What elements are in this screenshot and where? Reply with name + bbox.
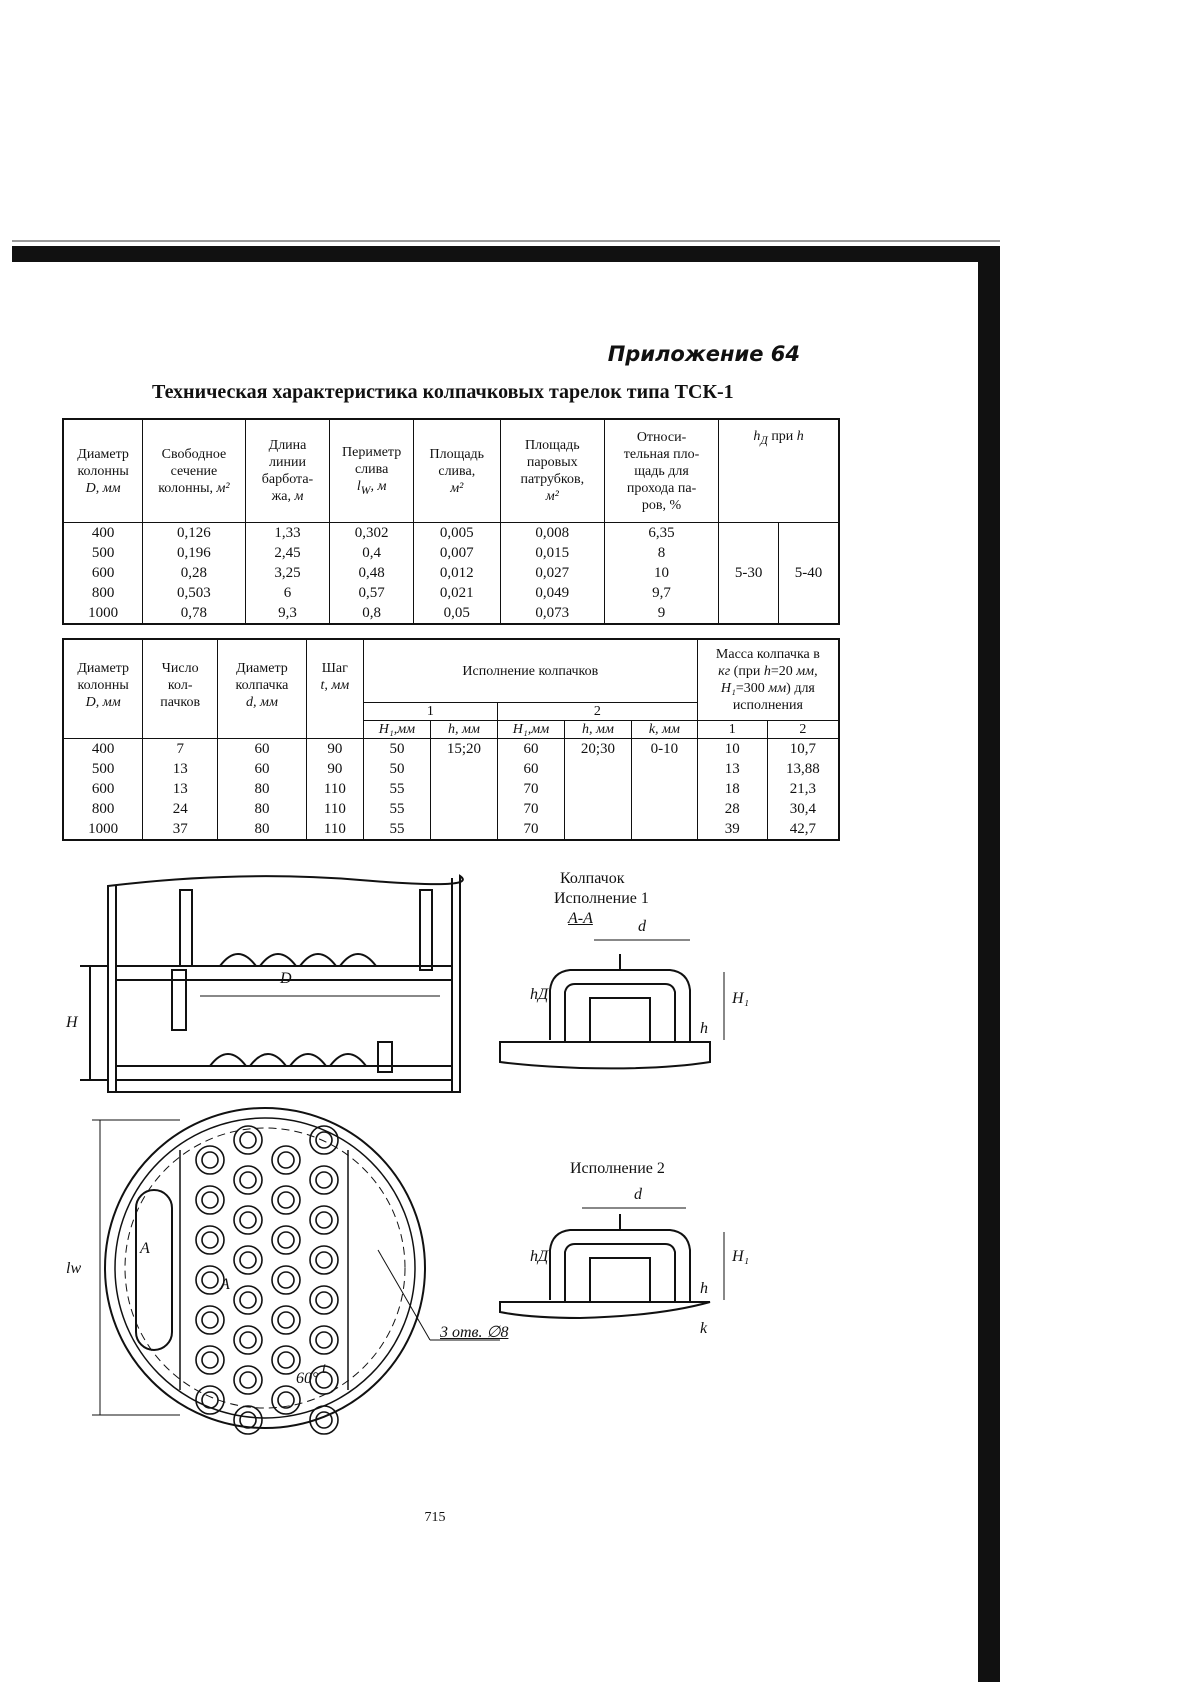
cap-mark [240, 1212, 256, 1228]
cap-mark [310, 1246, 338, 1274]
cap-mark [202, 1152, 218, 1168]
col-header-free-section: Свободное сечение колонны, м² [143, 419, 245, 523]
table-cell: 10 [697, 739, 767, 760]
table-cell: 60 [497, 739, 564, 760]
col-header-diameter: Диаметр колонны D, мм [63, 419, 143, 523]
dim-k: k [700, 1320, 708, 1337]
table-cell: 13 [143, 779, 218, 799]
section-label: А-А [568, 910, 593, 927]
table-cell: 70 [497, 799, 564, 819]
page-number: 715 [424, 1510, 446, 1525]
table-row [63, 819, 839, 840]
cap-mark [202, 1232, 218, 1248]
sub-header-h: h, мм [430, 721, 497, 739]
table-cell [430, 819, 497, 840]
table-cell: 28 [697, 799, 767, 819]
table-cell: 30,4 [767, 799, 839, 819]
cap-mark [196, 1226, 224, 1254]
table-cell: 55 [363, 779, 430, 799]
table-cell [565, 759, 632, 779]
cap-mark [310, 1286, 338, 1314]
cap-mark [234, 1326, 262, 1354]
dim-d-1: d [638, 918, 646, 935]
table-row: 500 0,196 2,45 0,4 0,007 0,015 8 [63, 543, 839, 563]
cap-mark [234, 1366, 262, 1394]
table-cell: 7 [143, 739, 218, 760]
cap-mark [202, 1192, 218, 1208]
table-cell: 13 [697, 759, 767, 779]
table-cell: 90 [306, 759, 363, 779]
cap-mark [278, 1272, 294, 1288]
table-cell: 42,7 [767, 819, 839, 840]
table-cell: 80 [218, 799, 307, 819]
characteristics-table [62, 418, 840, 625]
col-header-bubbling-length: Длина линии барбота- жа, м [245, 419, 330, 523]
table-cell [631, 779, 697, 799]
cap-mark [316, 1132, 332, 1148]
table-cell: 13,88 [767, 759, 839, 779]
col-header-hd: $h_Д$ при h [719, 419, 839, 523]
col-header-cap-count: Число кол- пачков [143, 639, 218, 739]
table-cell: 55 [363, 799, 430, 819]
cap-mark [272, 1226, 300, 1254]
scan-edge-top [12, 246, 1000, 262]
exec-1-label: 1 [363, 703, 497, 721]
cap-mark [196, 1346, 224, 1374]
col-header-weir-area: Площадь слива, м² [413, 419, 500, 523]
hd-value-2: 5-40 [779, 523, 839, 625]
holes-label: 3 отв. ∅8 [440, 1324, 509, 1341]
table-cell: 110 [306, 819, 363, 840]
table-cell: 60 [497, 759, 564, 779]
table-cell: 600 [63, 779, 143, 799]
cap-mark [278, 1312, 294, 1328]
dim-hd-2: hД [530, 1248, 549, 1265]
table-cell [430, 799, 497, 819]
table-cell: 80 [218, 819, 307, 840]
sub-header-k: k, мм [631, 721, 697, 739]
caps-table [62, 638, 840, 841]
cap-mark [316, 1332, 332, 1348]
table-cell [631, 759, 697, 779]
table-row: 400 0,126 1,33 0,302 0,005 0,008 6,35 5-30 5-40 [63, 523, 839, 544]
cap-mark [278, 1192, 294, 1208]
cap-mark [202, 1272, 218, 1288]
dim-h-2: h [700, 1280, 708, 1297]
table-row: 800 0,503 6 0,57 0,021 0,049 9,7 [63, 583, 839, 603]
cap-mark [196, 1146, 224, 1174]
col-header-vapor-pipes: Площадь паровых патрубков, м² [500, 419, 604, 523]
cap-mark [278, 1392, 294, 1408]
cap-mark [240, 1412, 256, 1428]
col-header-cap-execution: Исполнение колпачков [363, 639, 697, 703]
col-header-cap-diameter: Диаметр колпачка d, мм [218, 639, 307, 739]
cap-mark [310, 1326, 338, 1354]
cap-mark [310, 1166, 338, 1194]
exec-2-label: 2 [497, 703, 697, 721]
dim-angle: 60° [296, 1370, 319, 1387]
dim-h-1: h [700, 1020, 708, 1037]
cap-mark [272, 1306, 300, 1334]
table-cell: 39 [697, 819, 767, 840]
cap-mark [272, 1266, 300, 1294]
cap-mark [240, 1252, 256, 1268]
table-cell: 37 [143, 819, 218, 840]
cap-mark [316, 1412, 332, 1428]
cap-mark [316, 1172, 332, 1188]
col-header-weir-perimeter: Периметр слива $l_W$, м [330, 419, 413, 523]
dim-h1-1: H₁ [732, 990, 750, 1007]
cap-mark [278, 1152, 294, 1168]
cap-mark [240, 1172, 256, 1188]
cap-mark [240, 1372, 256, 1388]
cap-mark [272, 1146, 300, 1174]
cap-mark [196, 1186, 224, 1214]
table-cell: 50 [363, 739, 430, 760]
table-row [63, 779, 839, 799]
sub-header-h: h, мм [565, 721, 632, 739]
table-cell [430, 779, 497, 799]
table-cell: 18 [697, 779, 767, 799]
technical-drawing [60, 870, 880, 1450]
table-cell: 60 [218, 759, 307, 779]
col-header-pitch: Шаг t, мм [306, 639, 363, 739]
table-row: 1000 0,78 9,3 0,8 0,05 0,073 9 [63, 603, 839, 624]
table-cell: 60 [218, 739, 307, 760]
section-mark-right: А [220, 1276, 230, 1293]
section-mark-left: А [140, 1240, 150, 1257]
mass-label-2: 2 [767, 721, 839, 739]
table-cell: 800 [63, 799, 143, 819]
table-cell: 80 [218, 779, 307, 799]
table-cell: 90 [306, 739, 363, 760]
tray-drawing [60, 870, 880, 1450]
table-cell: 1000 [63, 819, 143, 840]
dim-D: D [280, 970, 292, 987]
table-cell: 20;30 [565, 739, 632, 760]
cap-mark [240, 1132, 256, 1148]
sub-header-h1: H₁,мм [497, 721, 564, 739]
dim-hd-1: hД [530, 986, 549, 1003]
cap-mark [202, 1312, 218, 1328]
appendix-label: Приложение 64 [607, 342, 800, 366]
cap-mark [234, 1406, 262, 1434]
table-cell: 70 [497, 819, 564, 840]
table-cell [631, 799, 697, 819]
scan-edge-right [978, 250, 1000, 1682]
cap-mark [272, 1186, 300, 1214]
cap-mark [196, 1306, 224, 1334]
table-cell: 13 [143, 759, 218, 779]
table-cell: 55 [363, 819, 430, 840]
dim-t: t [322, 1360, 327, 1377]
dim-lw: lw [66, 1260, 82, 1277]
mass-label-1: 1 [697, 721, 767, 739]
cap-mark [310, 1206, 338, 1234]
cap-mark [234, 1246, 262, 1274]
table-row [63, 759, 839, 779]
cap-mark [240, 1292, 256, 1308]
table-cell: 500 [63, 759, 143, 779]
table-cell [565, 799, 632, 819]
table-cell: 110 [306, 779, 363, 799]
exec-1-title: Исполнение 1 [554, 890, 649, 907]
table-cell: 10,7 [767, 739, 839, 760]
exec-2-title: Исполнение 2 [570, 1160, 665, 1177]
hd-value-1: 5-30 [719, 523, 779, 625]
dim-H: H [66, 1014, 78, 1031]
scan-edge-line [12, 240, 1000, 242]
col-header-diameter: Диаметр колонны D, мм [63, 639, 143, 739]
cap-title: Колпачок [560, 870, 625, 887]
table-cell: 15;20 [430, 739, 497, 760]
cap-mark [234, 1166, 262, 1194]
cap-mark [316, 1252, 332, 1268]
cap-mark [202, 1392, 218, 1408]
table-cell [631, 819, 697, 840]
cap-mark [316, 1212, 332, 1228]
table-cell: 110 [306, 799, 363, 819]
table-cell [430, 759, 497, 779]
table-cell: 24 [143, 799, 218, 819]
cap-mark [240, 1332, 256, 1348]
table-cell [565, 779, 632, 799]
page-title: Техническая характеристика колпачковых тарелок типа ТСК-1 [152, 381, 734, 403]
cap-mark [272, 1386, 300, 1414]
col-header-cap-mass: Масса колпачка в кг (при h=20 мм, H₁=300 мм) для исполнения [697, 639, 839, 721]
col-header-relative-area: Относи- тельная пло- щадь для прохода па- ров, % [604, 419, 718, 523]
cap-mark [234, 1286, 262, 1314]
cap-mark [278, 1352, 294, 1368]
dim-h1-2: H₁ [732, 1248, 750, 1265]
table-row [63, 799, 839, 819]
cap-mark [234, 1126, 262, 1154]
table-cell [565, 819, 632, 840]
cap-mark [234, 1206, 262, 1234]
table-cell: 400 [63, 739, 143, 760]
table-cell: 50 [363, 759, 430, 779]
cap-mark [278, 1232, 294, 1248]
dim-d-2: d [634, 1186, 642, 1203]
table-row [63, 739, 839, 760]
table-cell: 21,3 [767, 779, 839, 799]
sub-header-h1: H₁,мм [363, 721, 430, 739]
table-cell: 0-10 [631, 739, 697, 760]
cap-mark [202, 1352, 218, 1368]
table-cell: 70 [497, 779, 564, 799]
cap-mark [316, 1292, 332, 1308]
table-row: 600 0,28 3,25 0,48 0,012 0,027 10 [63, 563, 839, 583]
